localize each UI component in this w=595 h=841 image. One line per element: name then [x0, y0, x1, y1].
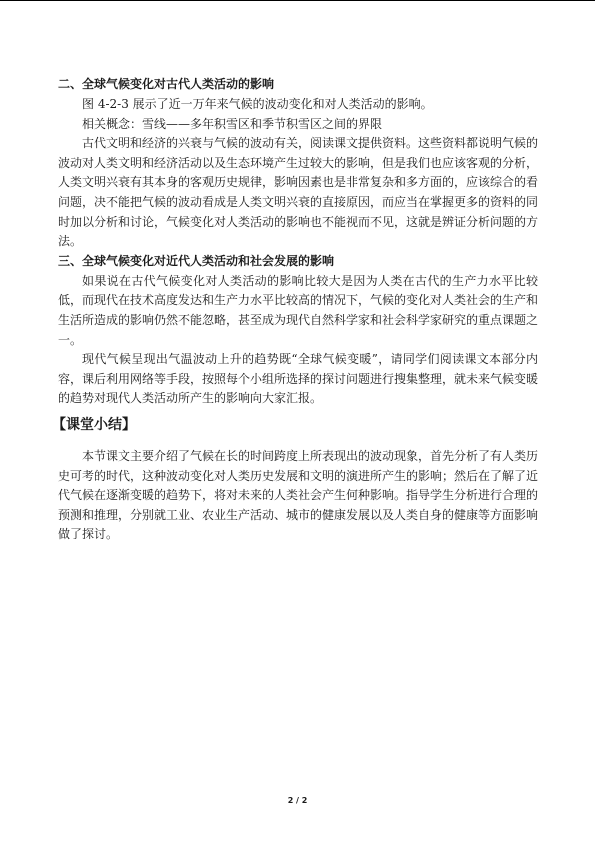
section-3-heading: 三、全球气候变化对近代人类活动和社会发展的影响: [58, 253, 335, 268]
section-2-heading: 二、全球气候变化对古代人类活动的影响: [58, 77, 275, 91]
document-body: [52, 76, 539, 545]
page-number: 2 / 2: [287, 796, 308, 805]
summary-title: 【课堂小结】: [52, 416, 136, 433]
section-3-paragraph-2: 现代气候呈现出气温波动上升的趋势既“全球气候变暖”，请同学们阅读课文本部分内容，课后利用网络等手段，按照每个小组所选择的探讨问题进行搜集整理，就未来气候变暖的趋势对现代人类活动所产生的影响向大家汇报。: [58, 352, 539, 406]
summary-paragraph: 本节课文主要介绍了气候在长的时间跨度上所表现出的波动现象，首先分析了有人类历史可考的时代，这种波动变化对人类历史发展和文明的演进所产生的影响；然后在了解了近代气候在逐渐变暖的趋势下，将对未来的人类社会产生何种影响。指导学生分析进行合理的预测和推理，分别就工业、农业生产活动、城市的健康发展以及人类自身的健康等方面影响做了探讨。: [58, 448, 539, 542]
page-top-border: [0, 0, 595, 1]
section-3-paragraph-1: 如果说在古代气候变化对人类活动的影响比较大是因为人类在古代的生产力水平比较低，而现代在技术高度发达和生产力水平比较高的情况下，气候的变化对人类社会的生产和生活所造成的影响仍然不能忽略，甚至成为现代自然科学家和社会科学家研究的重点课题之一。: [58, 273, 539, 347]
section-2-paragraph-2: 相关概念：雪线——多年积雪区和季节积雪区之间的界限: [82, 116, 383, 131]
section-2-paragraph-1: 图 4-2-3 展示了近一万年来气候的波动变化和对人类活动的影响。: [82, 97, 433, 111]
section-2-paragraph-3: 古代文明和经济的兴衰与气候的波动有关，阅读课文提供资料。这些资料都说明气候的波动对人类文明和经济活动以及生态环境产生过较大的影响，但是我们也应该客观的分析，人类文明兴衰有其本身的客观历史规律，影响因素也是非常复杂和多方面的，应该综合的看问题，决不能把气候的波动看成是人类文明兴衰的直接原因，而应当在掌握更多的资料的同时加以分析和讨论，气候变化对人类活动的影响也不能视而不见，这就是辨证分析问题的方法。: [58, 136, 539, 249]
